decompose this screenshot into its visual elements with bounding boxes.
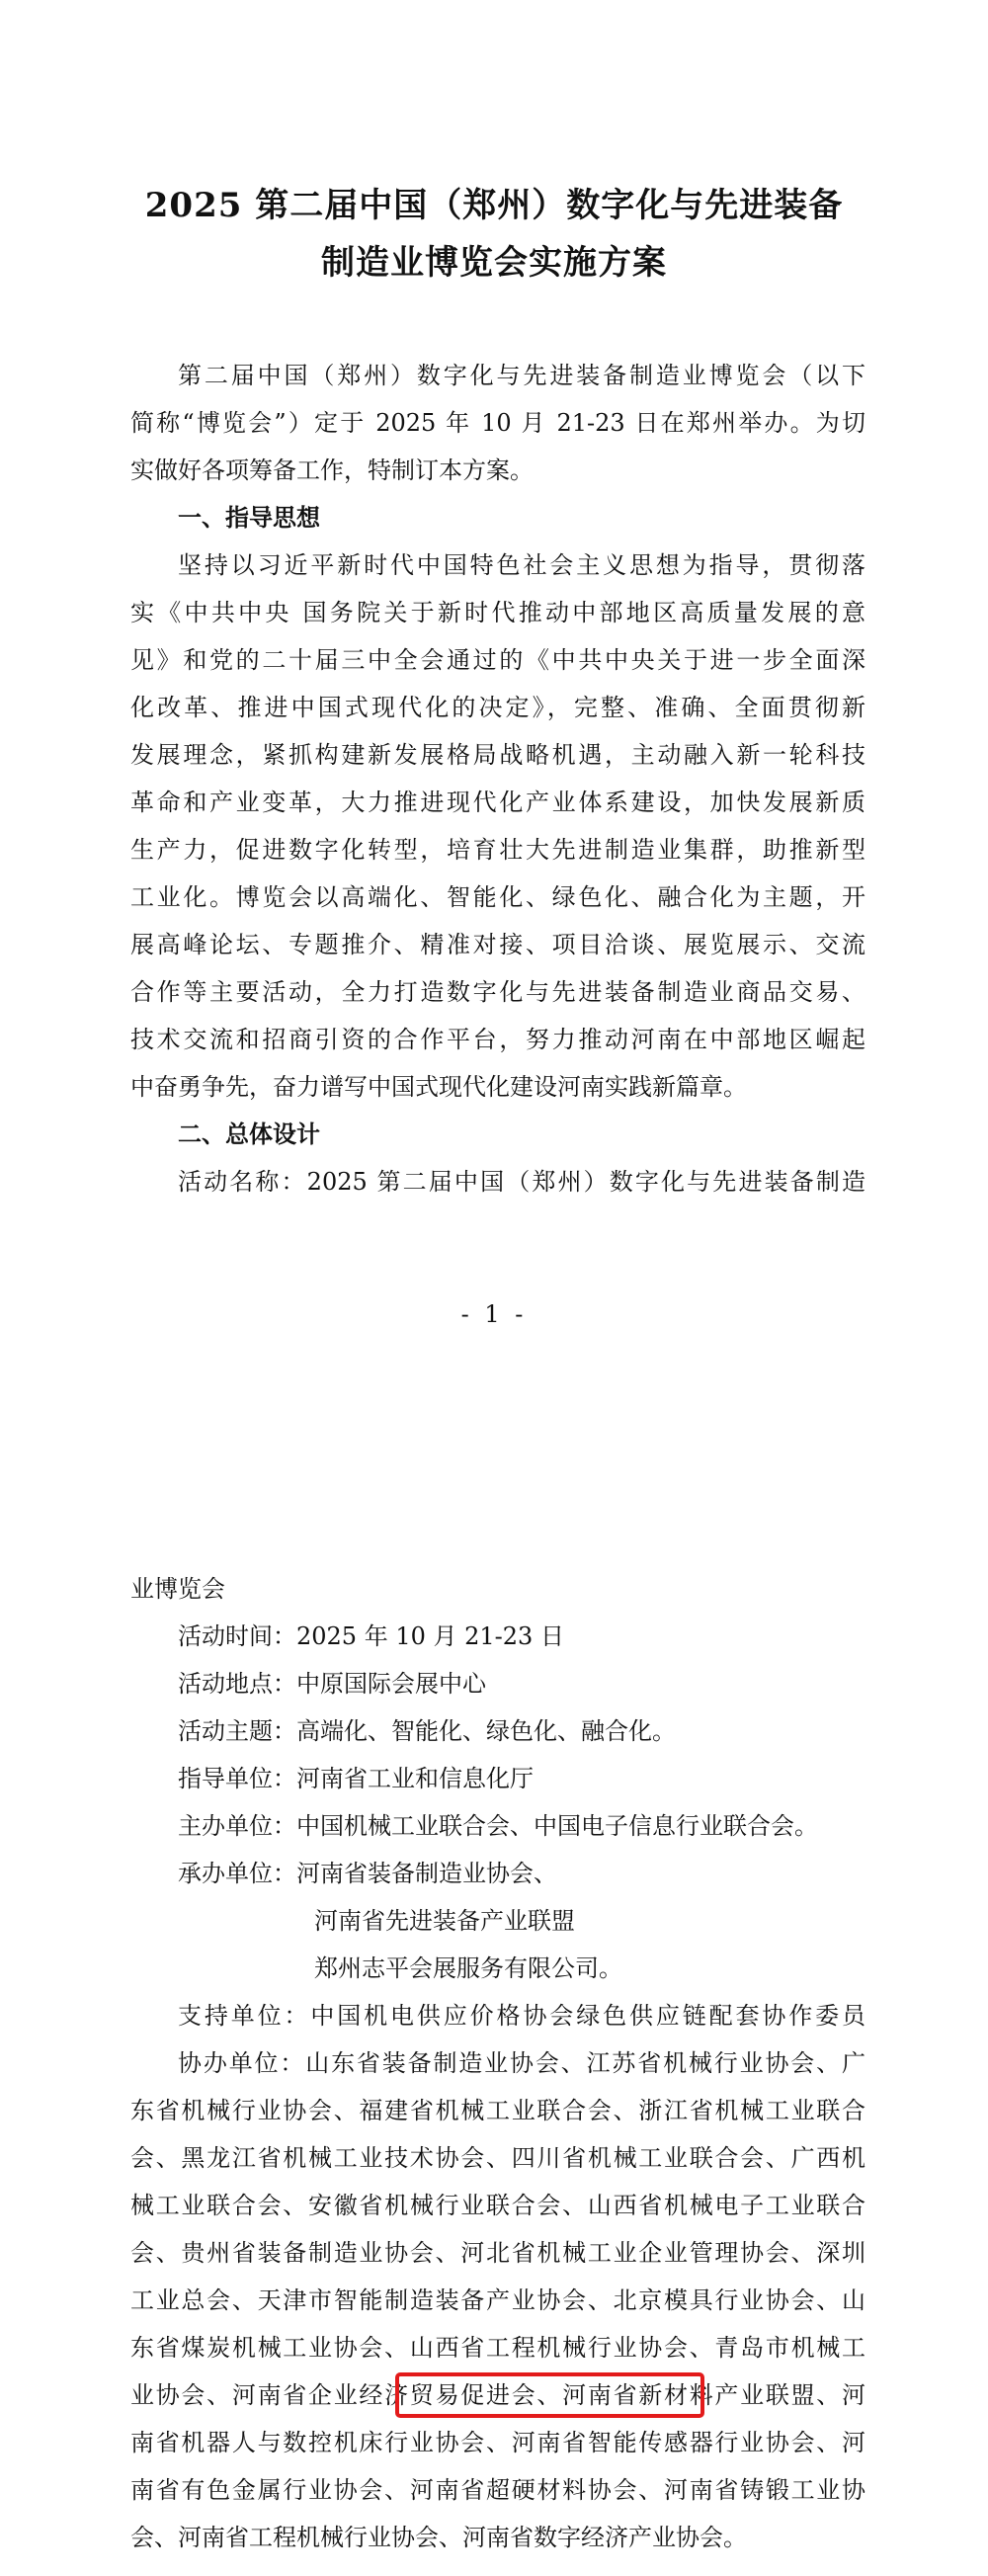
paragraph-line: 中奋勇争先，奋力谱写中国式现代化建设河南实践新篇章。 bbox=[130, 1073, 747, 1101]
intro-line: 第二届中国（郑州）数字化与先进装备制造业博览会（以下 bbox=[178, 362, 865, 389]
co-organizer-line: 协办单位：山东省装备制造业协会、江苏省机械行业协会、广 bbox=[178, 2049, 865, 2077]
co-organizer-line: 南省有色金属行业协会、河南省超硬材料协会、河南省铸锻工业协 bbox=[130, 2476, 865, 2504]
co-organizer-line: 会、贵州省装备制造业协会、河北省机械工业企业管理协会、深圳 bbox=[130, 2239, 865, 2267]
intro-line: 实做好各项筹备工作，特制订本方案。 bbox=[130, 457, 534, 484]
organizer-unit-continued: 河南省先进装备产业联盟 bbox=[314, 1907, 575, 1935]
paragraph-line: 见》和党的二十届三中全会通过的《中共中央关于进一步全面深 bbox=[130, 646, 865, 674]
co-organizer-line: 械工业联合会、安徽省机械行业联合会、山西省机械电子工业联合 bbox=[130, 2192, 865, 2219]
support-unit: 支持单位：中国机电供应价格协会绿色供应链配套协作委员 bbox=[178, 2002, 865, 2030]
paragraph-line: 工业化。博览会以高端化、智能化、绿色化、融合化为主题，开 bbox=[130, 883, 865, 911]
document-title-line-1: 2025 第二届中国（郑州）数字化与先进装备 bbox=[144, 186, 844, 225]
co-organizer-line: 东省煤炭机械工业协会、山西省工程机械行业协会、青岛市机械工 bbox=[130, 2334, 865, 2362]
host-unit: 主办单位：中国机械工业联合会、中国电子信息行业联合会。 bbox=[178, 1812, 818, 1840]
guiding-unit: 指导单位：河南省工业和信息化厅 bbox=[178, 1765, 534, 1792]
paragraph-line: 坚持以习近平新时代中国特色社会主义思想为指导，贯彻落 bbox=[178, 551, 865, 579]
co-organizer-line: 会、黑龙江省机械工业技术协会、四川省机械工业联合会、广西机 bbox=[130, 2144, 865, 2172]
co-organizer-line: 东省机械行业协会、福建省机械工业联合会、浙江省机械工业联合 bbox=[130, 2097, 865, 2124]
paragraph-line: 化改革、推进中国式现代化的决定》，完整、准确、全面贯彻新 bbox=[130, 694, 865, 721]
paragraph-line: 技术交流和招商引资的合作平台，努力推动河南在中部地区崛起 bbox=[130, 1026, 865, 1053]
activity-name-continuation: 业博览会 bbox=[130, 1575, 225, 1603]
co-organizer-line: 工业总会、天津市智能制造装备产业协会、北京模具行业协会、山 bbox=[130, 2286, 865, 2314]
paragraph-line: 合作等主要活动，全力打造数字化与先进装备制造业商品交易、 bbox=[130, 978, 865, 1006]
organizer-unit: 承办单位：河南省装备制造业协会、 bbox=[178, 1860, 557, 1887]
co-organizer-line: 南省机器人与数控机床行业协会、河南省智能传感器行业协会、河 bbox=[130, 2429, 865, 2456]
co-organizer-line: 业协会、河南省企业经济贸易促进会、河南省新材料产业联盟、河 bbox=[130, 2381, 865, 2409]
paragraph-line: 发展理念，紧抓构建新发展格局战略机遇，主动融入新一轮科技 bbox=[130, 741, 865, 769]
paragraph-line: 实《中共中央 国务院关于新时代推动中部地区高质量发展的意 bbox=[130, 599, 865, 626]
page-number: - 1 - bbox=[460, 1300, 528, 1328]
paragraph-line: 生产力，促进数字化转型，培育壮大先进制造业集群，助推新型 bbox=[130, 836, 865, 864]
activity-time: 活动时间：2025 年 10 月 21-23 日 bbox=[178, 1622, 564, 1650]
activity-place: 活动地点：中原国际会展中心 bbox=[178, 1670, 486, 1698]
document-page-2 bbox=[0, 1364, 988, 2576]
section-heading-guiding-ideology: 一、指导思想 bbox=[178, 503, 320, 532]
activity-theme: 活动主题：高端化、智能化、绿色化、融合化。 bbox=[178, 1717, 676, 1745]
paragraph-line: 革命和产业变革，大力推进现代化产业体系建设，加快发展新质 bbox=[130, 789, 865, 816]
paragraph-line: 展高峰论坛、专题推介、精准对接、项目洽谈、展览展示、交流 bbox=[130, 931, 865, 958]
section-heading-overall-design: 二、总体设计 bbox=[178, 1120, 320, 1148]
activity-name-line: 活动名称：2025 第二届中国（郑州）数字化与先进装备制造 bbox=[178, 1168, 865, 1196]
organizer-unit-continued: 郑州志平会展服务有限公司。 bbox=[314, 1954, 622, 1982]
intro-line: 简称“博览会”）定于 2025 年 10 月 21-23 日在郑州举办。为切 bbox=[130, 409, 865, 437]
document-title-line-2: 制造业博览会实施方案 bbox=[321, 243, 667, 283]
co-organizer-line: 会、河南省工程机械行业协会、河南省数字经济产业协会。 bbox=[130, 2524, 747, 2551]
